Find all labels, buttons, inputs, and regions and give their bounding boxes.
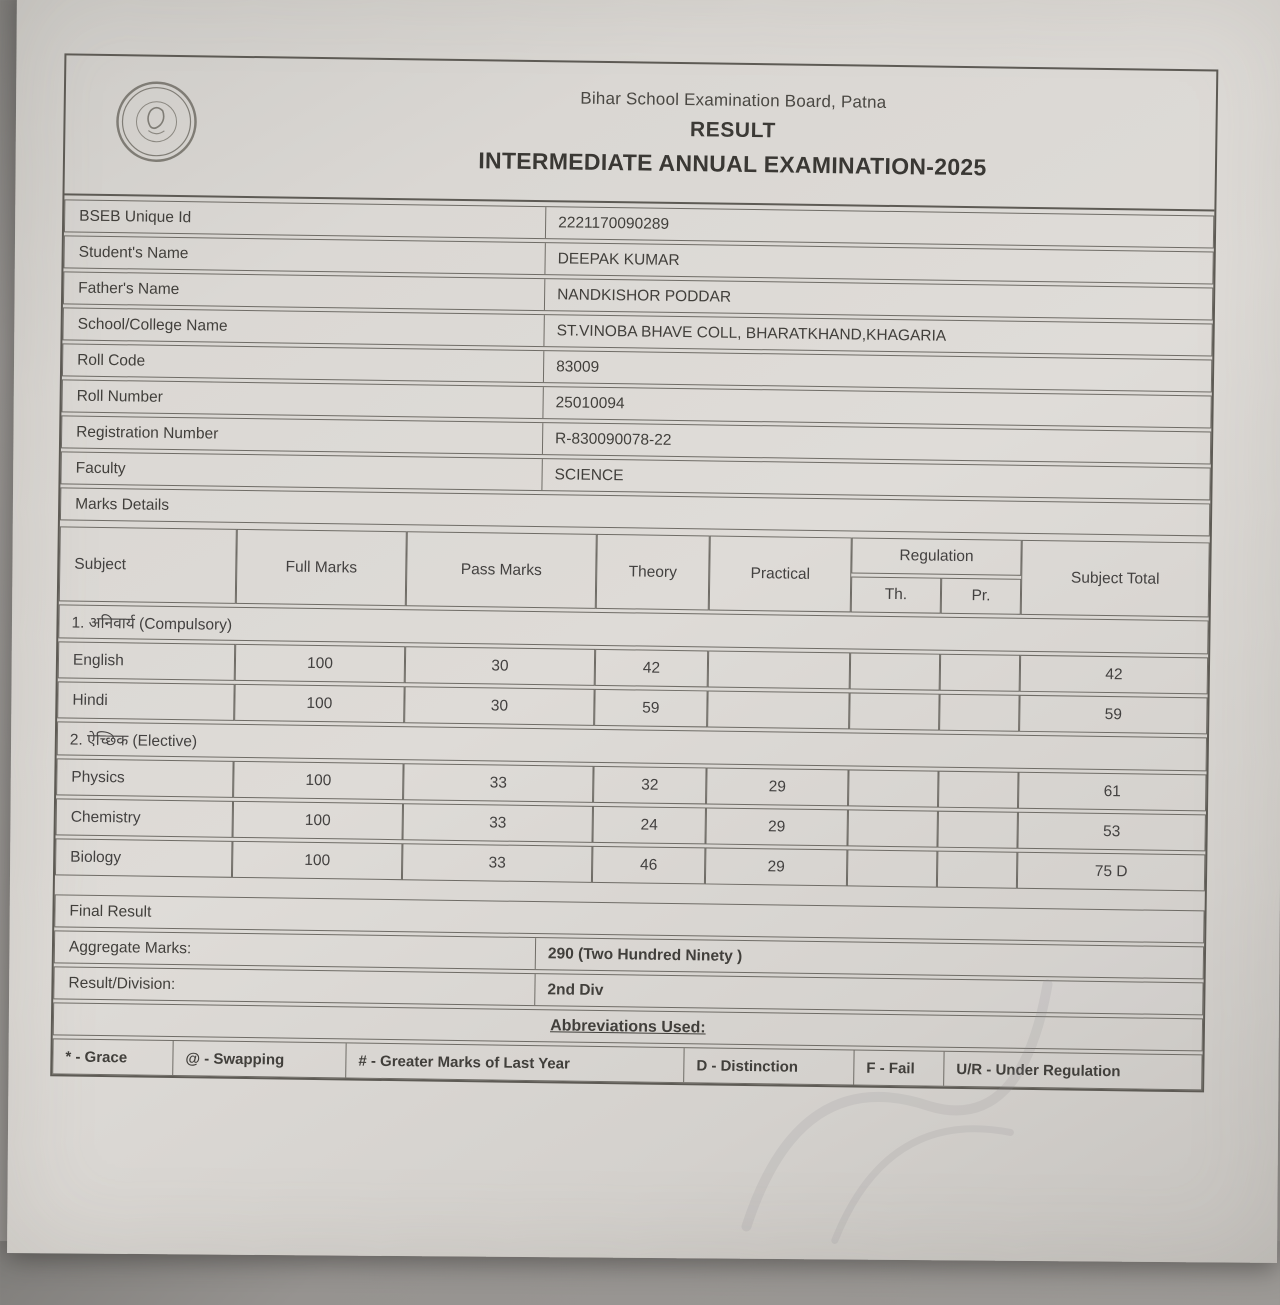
col-subject: Subject [59,526,237,603]
final-result-section [52,894,1204,1090]
full-marks-cell: 100 [232,841,403,880]
full-marks-cell: 100 [233,761,404,800]
full-marks-cell: 100 [233,801,404,840]
practical-cell: 29 [705,807,848,846]
abbrev-greater-marks: # - Greater Marks of Last Year [346,1043,684,1082]
roll-number-label: Roll Number [76,387,163,406]
col-regulation: Regulation [851,537,1022,575]
student-info-section [60,195,1214,536]
regulation-pr-cell [940,654,1021,692]
paper-sheet [7,0,1280,1263]
pass-marks-cell: 30 [405,646,595,686]
father-name-value: NANDKISHOR PODDAR [544,279,1212,319]
registration-number-label: Registration Number [76,423,219,443]
pass-marks-cell: 30 [404,686,594,726]
theory-cell: 46 [592,846,706,885]
theory-cell: 42 [595,649,709,688]
roll-code-label: Roll Code [77,351,146,370]
school-name-value: ST.VINOBA BHAVE COLL, BHARATKHAND,KHAGARIA [543,315,1211,355]
abbrev-swapping: @ - Swapping [173,1041,346,1077]
subject-total-cell: 59 [1019,695,1207,735]
school-name-label: School/College Name [77,315,228,335]
marks-header-row [59,526,1209,578]
regulation-th-cell [849,692,940,730]
regulation-pr-cell [939,694,1020,732]
subject-total-cell: 42 [1020,655,1208,695]
abbrev-distinction: D - Distinction [684,1048,854,1084]
board-seal-logo [115,80,198,163]
col-theory: Theory [596,534,710,611]
bseb-unique-id-label: BSEB Unique Id [79,207,192,226]
theory-cell: 32 [593,766,707,805]
col-pass-marks: Pass Marks [406,531,597,609]
subject-total-cell: 61 [1018,772,1206,812]
regulation-pr-cell [937,811,1018,849]
practical-cell [708,650,851,689]
regulation-th-cell [847,849,938,887]
registration-number-value: R-830090078-22 [542,423,1210,463]
subject-cell: Physics [56,758,233,797]
document-header [64,55,1216,211]
theory-cell: 59 [594,689,708,728]
theory-cell: 24 [592,806,706,845]
abbrev-fail: F - Fail [854,1051,944,1086]
pass-marks-cell: 33 [403,803,593,843]
marks-table [55,523,1210,894]
roll-code-value: 83009 [543,351,1211,391]
subject-total-cell: 53 [1017,812,1205,852]
result-division-value: 2nd Div [534,974,1202,1014]
student-name-label: Student's Name [78,243,189,262]
subject-total-cell: 75 D [1017,852,1205,892]
father-name-label: Father's Name [78,279,180,298]
full-marks-cell: 100 [234,684,405,723]
regulation-th-cell [850,652,941,690]
faculty-label: Faculty [75,459,126,477]
col-regulation-pr: Pr. [941,578,1022,615]
full-marks-cell: 100 [235,644,406,683]
marks-details-label: Marks Details [75,495,170,514]
col-practical: Practical [709,535,852,612]
student-name-value: DEEPAK KUMAR [544,243,1212,283]
regulation-pr-cell [938,771,1019,809]
final-result-label: Final Result [69,902,152,921]
abbreviations-title: Abbreviations Used: [550,1016,706,1036]
section-title-elective: 2. ऐच्छिक (Elective) [57,721,1207,771]
subject-cell: Hindi [57,681,234,720]
pass-marks-cell: 33 [402,843,592,883]
regulation-th-cell [848,769,939,807]
aggregate-marks-value: 290 (Two Hundred Ninety ) [535,938,1203,978]
aggregate-marks-label: Aggregate Marks: [68,938,192,957]
bseb-unique-id-value: 2221170090289 [545,207,1213,247]
regulation-th-cell [847,809,938,847]
abbrev-under-regulation: U/R - Under Regulation [956,1060,1121,1080]
col-full-marks: Full Marks [236,529,407,606]
roll-number-value: 25010094 [542,387,1210,427]
subject-cell: Biology [55,838,232,877]
faculty-value: SCIENCE [541,459,1209,499]
col-regulation-th: Th. [851,576,941,613]
practical-cell: 29 [705,847,848,886]
result-division-label: Result/Division: [68,974,176,993]
subject-cell: Chemistry [56,798,233,837]
regulation-pr-cell [937,851,1018,889]
header-titles [65,81,1216,184]
board-name: Bihar School Examination Board, Patna [580,88,887,112]
result-document [50,53,1218,1092]
subject-cell: English [58,641,235,680]
abbrev-grace: * - Grace [53,1039,173,1075]
exam-title: INTERMEDIATE ANNUAL EXAMINATION-2025 [478,146,987,180]
pass-marks-cell: 33 [403,763,593,803]
section-title-compulsory: 1. अनिवार्य (Compulsory) [58,604,1208,654]
practical-cell: 29 [706,767,849,806]
col-subject-total: Subject Total [1021,540,1210,618]
result-title: RESULT [689,117,777,142]
practical-cell [707,690,850,729]
